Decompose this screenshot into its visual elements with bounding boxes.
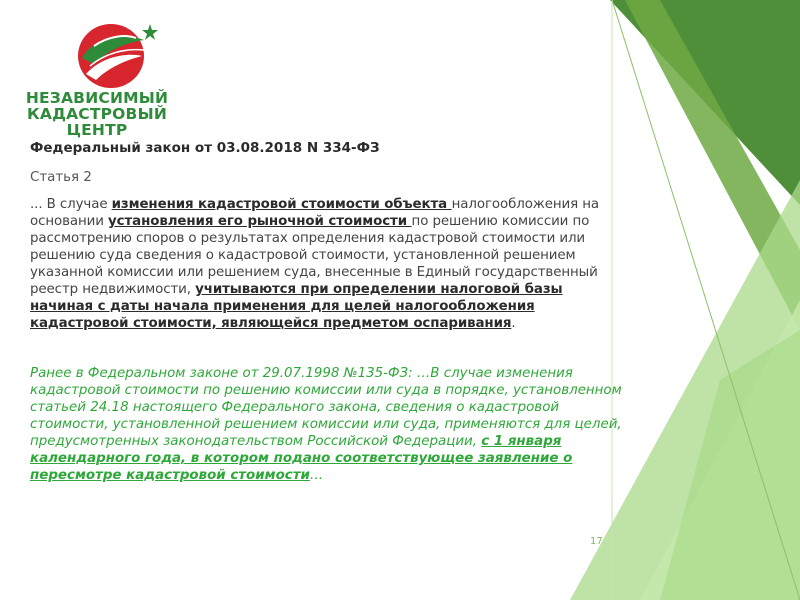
law-title: Федеральный закон от 03.08.2018 N 334-ФЗ <box>30 140 380 156</box>
company-logo <box>22 18 172 138</box>
main-text-3: по решению комиссии по рассмотрению споров о результатах определения кадастровой стоимости или решению суда сведения о кадастровой стоимости, установленной решением указанной комиссии или решением суда, внесенные в Единый государственный реестр недвижимости, <box>30 214 598 297</box>
green-text-1: Ранее в Федеральном законе от 29.07.1998 №135-ФЗ: …В случае изменения кадастровой стоимости по решению комиссии или суда в порядке, установленном статьей 24.18 настоящего Федерального закона, сведения о кадастровой стоимости, установленной решением комиссии или суда, применяются для целей, предусмотренных законодательством Российской Федерации, <box>30 366 622 449</box>
green-bold-underlined: с 1 января календарного года, в котором подано соответствующее заявление о пересмотре кадастровой стоимости <box>30 434 573 483</box>
main-bold-underlined: учитываются при определении налоговой базы начиная с даты начала применения для целей налогообложения кадастровой стоимости, являющейся предметом оспаривания <box>30 282 563 331</box>
main-text-4: . <box>511 316 516 331</box>
main-underlined-2: установления его рыночной стоимости <box>108 214 412 229</box>
logo-line-1: НЕЗАВИСИМЫЙ <box>25 89 169 107</box>
article-label: Статья 2 <box>30 170 92 185</box>
logo-text <box>22 90 172 138</box>
main-paragraph <box>30 196 630 332</box>
slide-content <box>30 140 630 484</box>
logo-emblem-icon <box>64 18 158 92</box>
main-underlined-1: изменения кадастровой стоимости объекта <box>111 197 452 212</box>
green-paragraph <box>30 365 630 484</box>
logo-line-2: КАДАСТРОВЫЙ <box>27 105 167 123</box>
main-text-1: ... В случае <box>30 197 112 212</box>
green-text-2: … <box>309 468 324 483</box>
logo-line-3: ЦЕНТР <box>66 121 128 139</box>
page-number: 17 <box>590 536 603 547</box>
main-text-2: налогообложения на основании <box>30 197 600 229</box>
